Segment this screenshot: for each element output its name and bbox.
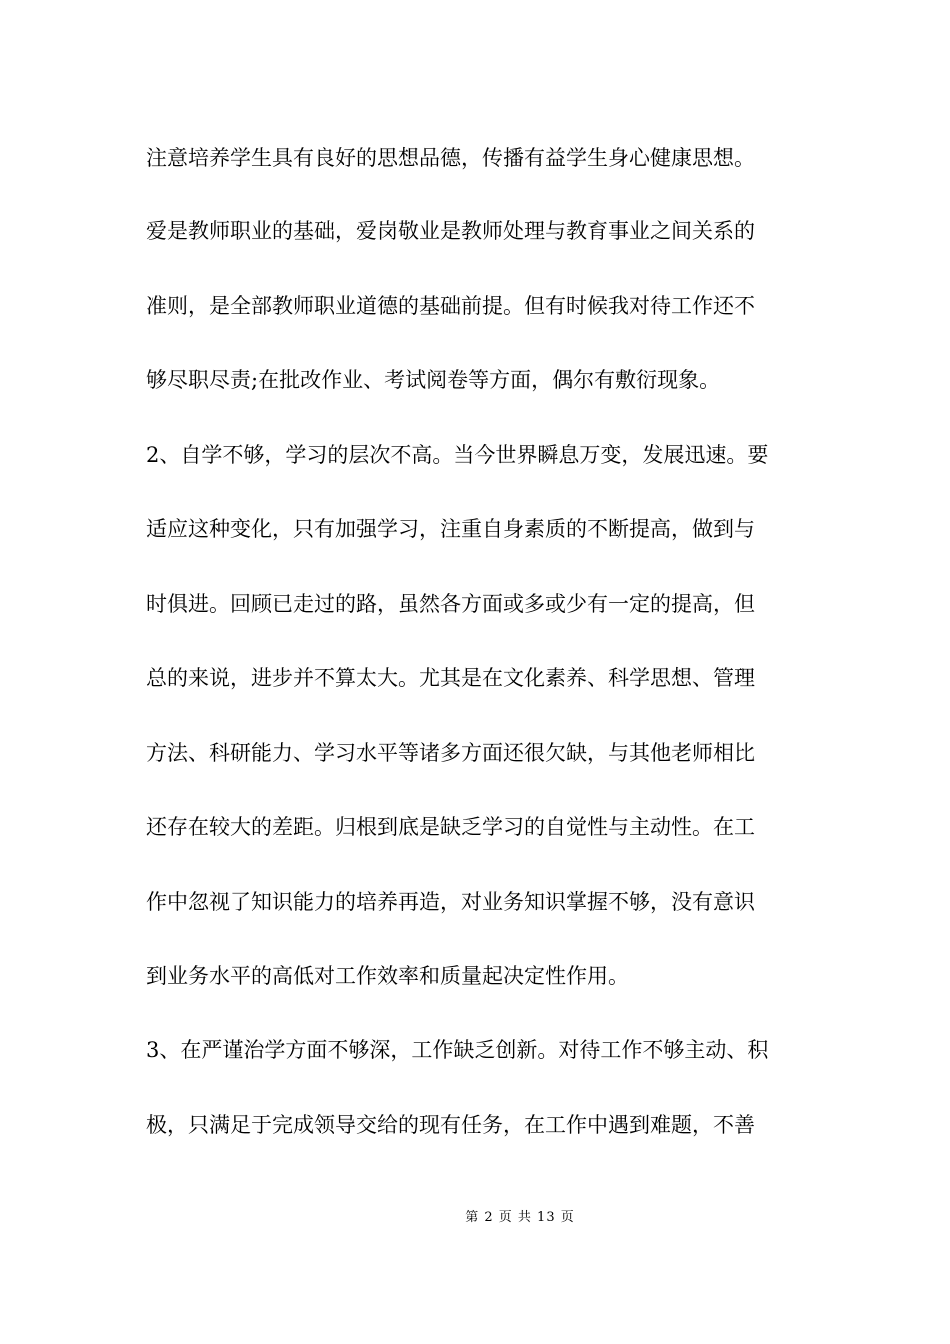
text-line-2: 爱是教师职业的基础，爱岗敬业是教师处理与教育事业之间关系的 bbox=[146, 219, 755, 243]
text-line-5: 2、自学不够，学习的层次不高。当今世界瞬息万变，发展迅速。要 bbox=[146, 443, 769, 467]
text-line-1: 注意培养学生具有良好的思想品德，传播有益学生身心健康思想。 bbox=[146, 146, 755, 170]
text-line-8: 总的来说，进步并不算太大。尤其是在文化素养、科学思想、管理 bbox=[146, 666, 755, 690]
text-line-9: 方法、科研能力、学习水平等诸多方面还很欠缺，与其他老师相比 bbox=[146, 741, 755, 765]
text-line-6: 适应这种变化，只有加强学习，注重自身素质的不断提高，做到与 bbox=[146, 517, 755, 541]
text-line-11: 作中忽视了知识能力的培养再造，对业务知识掌握不够，没有意识 bbox=[146, 890, 755, 914]
text-line-7: 时俱进。回顾已走过的路，虽然各方面或多或少有一定的提高，但 bbox=[146, 592, 755, 616]
text-line-3: 准则，是全部教师职业道德的基础前提。但有时候我对待工作还不 bbox=[146, 294, 755, 318]
text-line-12: 到业务水平的高低对工作效率和质量起决定性作用。 bbox=[146, 964, 629, 988]
page-number-footer: 第 2 页 共 13 页 bbox=[465, 1210, 575, 1225]
text-line-10: 还存在较大的差距。归根到底是缺乏学习的自觉性与主动性。在工 bbox=[146, 815, 755, 839]
text-line-4: 够尽职尽责;在批改作业、考试阅卷等方面，偶尔有敷衍现象。 bbox=[146, 368, 721, 392]
text-line-14: 极，只满足于完成领导交给的现有任务，在工作中遇到难题，不善 bbox=[146, 1113, 755, 1137]
text-line-13: 3、在严谨治学方面不够深，工作缺乏创新。对待工作不够主动、积 bbox=[146, 1038, 769, 1062]
